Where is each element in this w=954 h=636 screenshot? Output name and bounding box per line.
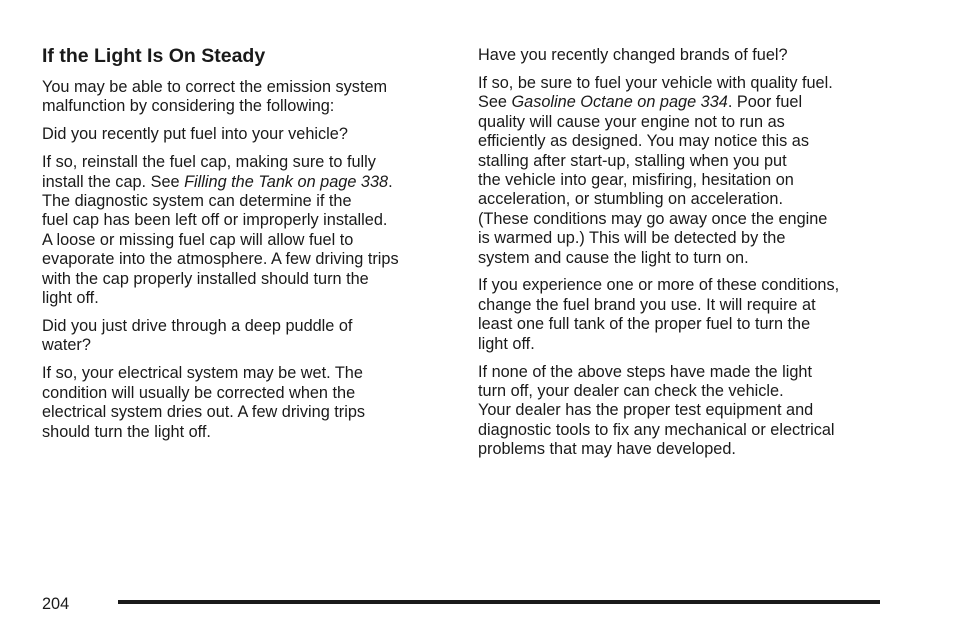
text-line: least one full tank of the proper fuel to turn the bbox=[478, 315, 811, 334]
section-heading: If the Light Is On Steady bbox=[42, 45, 266, 67]
text-line: If so, your electrical system may be wet. The bbox=[42, 364, 363, 383]
text-line: should turn the light off. bbox=[42, 422, 211, 441]
text-line: malfunction by considering the following: bbox=[42, 97, 335, 116]
paragraph-question-fuel bbox=[42, 125, 442, 144]
text-line: the vehicle into gear, misfiring, hesitation on bbox=[478, 170, 794, 189]
paragraph-intro bbox=[42, 78, 442, 117]
text-line: with the cap properly installed should turn the bbox=[42, 269, 369, 288]
text-line: evaporate into the atmosphere. A few driving trips bbox=[42, 250, 399, 269]
paragraph-electrical-wet bbox=[42, 364, 442, 442]
page-number: 204 bbox=[42, 595, 70, 613]
text-line-with-reference bbox=[42, 173, 442, 192]
text-line: The diagnostic system can determine if the bbox=[42, 192, 352, 211]
page-reference-gasoline-octane: Gasoline Octane on page 334 bbox=[511, 93, 728, 112]
text-line: problems that may have developed. bbox=[478, 440, 736, 459]
text-line: change the fuel brand you use. It will require at bbox=[478, 295, 816, 314]
paragraph-change-brand bbox=[478, 276, 882, 354]
text-line: stalling after start-up, stalling when you put bbox=[478, 151, 787, 170]
text-line: If so, be sure to fuel your vehicle with quality fuel. bbox=[478, 73, 833, 92]
text-line: fuel cap has been left off or improperly installed. bbox=[42, 211, 388, 230]
text-line: acceleration, or stumbling on acceleration. bbox=[478, 190, 783, 209]
text-fragment: . Poor fuel bbox=[727, 93, 803, 112]
text-line: water? bbox=[42, 336, 91, 355]
text-fragment: See bbox=[478, 93, 512, 112]
text-fragment: install the cap. See bbox=[42, 172, 185, 191]
text-line: diagnostic tools to fix any mechanical or electrical bbox=[478, 420, 835, 439]
text-fragment: . bbox=[388, 172, 393, 191]
paragraph-dealer-check bbox=[478, 363, 882, 460]
text-line: If so, reinstall the fuel cap, making sure to fully bbox=[42, 153, 376, 172]
text-line: light off. bbox=[42, 289, 99, 308]
text-line: condition will usually be corrected when the bbox=[42, 383, 356, 402]
left-column bbox=[42, 44, 442, 450]
text-line: is warmed up.) This will be detected by the bbox=[478, 229, 786, 248]
text-line: Did you just drive through a deep puddle of bbox=[42, 316, 353, 335]
text-line: If you experience one or more of these conditions, bbox=[478, 276, 840, 295]
text-line: If none of the above steps have made the light bbox=[478, 362, 812, 381]
text-line: Did you recently put fuel into your vehicle? bbox=[42, 125, 348, 144]
paragraph-question-brand bbox=[478, 46, 882, 65]
text-line: quality will cause your engine not to run as bbox=[478, 112, 785, 131]
text-line: (These conditions may go away once the engine bbox=[478, 209, 828, 228]
paragraph-fuel-quality bbox=[478, 74, 882, 268]
text-line-with-reference bbox=[478, 93, 882, 112]
text-line: Your dealer has the proper test equipment and bbox=[478, 401, 814, 420]
text-line: Have you recently changed brands of fuel? bbox=[478, 46, 788, 64]
page-reference-filling-the-tank: Filling the Tank on page 338 bbox=[184, 172, 389, 191]
text-line: efficiently as designed. You may notice this as bbox=[478, 132, 809, 151]
paragraph-fuel-cap bbox=[42, 153, 442, 308]
text-line: You may be able to correct the emission system bbox=[42, 78, 388, 96]
text-line: turn off, your dealer can check the vehicle. bbox=[478, 382, 784, 400]
text-line: A loose or missing fuel cap will allow fuel to bbox=[42, 230, 354, 249]
right-column bbox=[478, 46, 882, 468]
footer-rule bbox=[118, 600, 880, 604]
text-line: light off. bbox=[478, 334, 535, 353]
text-line: system and cause the light to turn on. bbox=[478, 248, 749, 267]
paragraph-question-puddle bbox=[42, 317, 442, 356]
text-line: electrical system dries out. A few driving trips bbox=[42, 403, 366, 422]
